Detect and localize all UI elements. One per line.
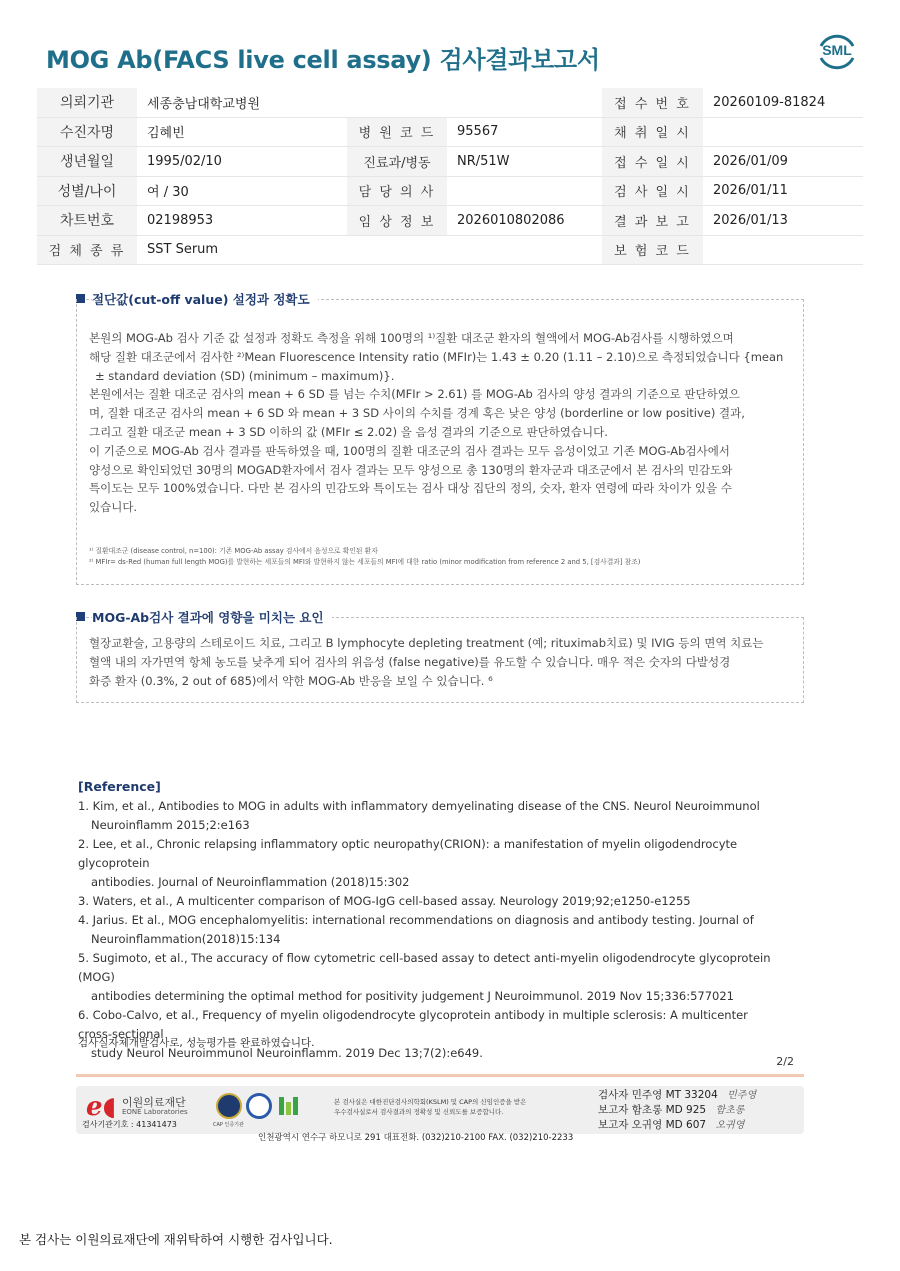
test-date-label: 검 사 일 시 [602,176,703,206]
footer-divider [76,1074,804,1077]
staff-signature: 함초롱 [715,1105,745,1116]
hospital-code-value: 95567 [447,117,602,147]
reference-item: 1. Kim, et al., Antibodies to MOG in adults with inflammatory demyelinating disease of the CNS. Neurol Neuroimmunol [78,799,760,813]
org-name: 이원의료재단 [122,1096,186,1109]
report-title: MOG Ab(FACS live cell assay) 검사결과보고서 [46,46,600,74]
section-cutoff-heading: 절단값(cut-off value) 설정과 정확도 [92,290,318,308]
page-number: 2/2 [776,1055,794,1068]
hospital-label: 의뢰기관 [37,88,137,117]
reference-item: 3. Waters, et al., A multicenter comparison of MOG-IgG cell-based assay. Neurology 2019;92;e1250-e1255 [78,894,691,908]
hospital-value: 세종충남대학교병원 [137,88,347,117]
section-factors-heading: MOG-Ab검사 결과에 영향을 미치는 요인 [92,608,332,626]
clinical-value: 2026010802086 [447,206,602,236]
text-line: 화증 환자 (0.3%, 2 out of 685)에서 약한 MOG-Ab 반응을 보일 수 있습니다. ⁶ [89,673,493,688]
sml-logo [815,30,859,74]
reference-title: [Reference] [78,779,161,794]
specimen-label: 검 체 종 류 [37,235,137,265]
report-date-value: 2026/01/13 [703,206,863,236]
reference-item: 4. Jarius. Et al., MOG encephalomyelitis: international recommendations on diagnosis and antibody testing. Journal of [78,913,754,927]
chart-value: 02198953 [137,206,347,236]
receipt-date-value: 2026/01/09 [703,147,863,177]
footnotes [89,546,792,568]
iso-seal-icon [246,1093,272,1119]
dept-value: NR/51W [447,147,602,177]
clinical-label: 임 상 정 보 [347,206,447,236]
text-line: 혈장교환술, 고용량의 스테로이드 치료, 그리고 B lymphocyte depleting treatment (예; rituximab치료) 및 IVIG 등의 면역 치료는 [89,636,764,650]
insurance-label: 보 험 코 드 [602,235,703,265]
receipt-no-value: 20260109-81824 [703,88,863,117]
reference-item: Neuroinflammation(2018)15:134 [91,932,281,946]
cap-seal-icon [216,1093,242,1119]
collect-date-value [703,117,863,147]
collect-date-label: 채 취 일 시 [602,117,703,147]
lab-description [334,1097,526,1117]
footnote: ²⁾ MFIr= ds-Red (human full length MOG)를 발현하는 세포들의 MFI와 발현하지 않는 세포들의 MFI에 대한 ratio (minor modification from reference 2 and 5, [검사결과] 참조) [89,558,641,566]
sex-age-label: 성별/나이 [37,176,137,206]
staff-license: MD 925 [665,1104,707,1116]
birth-label: 생년월일 [37,147,137,177]
text-line: 혈액 내의 자가면역 항체 농도를 낮추게 되어 검사의 위음성 (false negative)를 유도할 수 있습니다. 매우 적은 숫자의 다발성경 [89,654,731,669]
reference-item: antibodies determining the optimal method for positivity judgement J Neuroimmunol. 2019 Nov 15;336:577021 [91,989,734,1003]
test-date-value: 2026/01/11 [703,176,863,206]
outsourcing-note: 본 검사는 이원의료재단에 재위탁하여 시행한 검사입니다. [19,1232,333,1247]
chart-label: 차트번호 [37,206,137,236]
license-number: 검사기관기호 : 41341473 [82,1120,177,1129]
section-cutoff-text [89,329,792,517]
text-line: 양성으로 확인되었던 30명의 MOGAD환자에서 검사 결과는 모두 양성으로 총 130명의 환자군과 대조군에서 본 검사의 민감도와 [89,462,733,477]
staff-license: MT 33204 [665,1089,718,1101]
text-line: ± standard deviation (SD) (minimum – maximum)}. [95,368,395,383]
reference-item: 5. Sugimoto, et al., The accuracy of flow cytometric cell-based assay to detect anti-myelin oligodendrocyte glycoprotein (MOG) [78,951,771,984]
section-factors-text [89,634,792,690]
staff-name: 함초롱 [631,1104,663,1116]
text-line: 이 기준으로 MOG-Ab 검사 결과를 판독하였을 때, 100명의 질환 대조군의 검사 결과는 모두 음성이었고 기존 MOG-Ab검사에서 [89,443,730,458]
staff-signature: 민주영 [727,1090,757,1101]
specimen-value: SST Serum [137,235,347,265]
staff-name: 오귀영 [631,1119,663,1131]
org-name-en: EONE Laboratories [122,1108,188,1116]
staff-name: 민주영 [631,1089,663,1101]
doctor-label: 담 당 의 사 [347,176,447,206]
text-line: 있습니다. [89,500,138,515]
staff-role: 검사자 [598,1089,629,1101]
eone-logo-icon: e◖ [86,1092,117,1122]
sex-age-value: 여 / 30 [137,176,347,206]
patient-label: 수진자명 [37,117,137,147]
staff-signature: 오귀영 [715,1120,745,1131]
desc-line: 우수검사실로서 검사결과의 정확성 및 신뢰도를 보증합니다. [334,1108,504,1116]
reference-item: cross-sectional [78,1027,164,1041]
staff-row [598,1088,769,1103]
reference-item: 6. Cobo-Calvo, et al., Frequency of myelin oligodendrocyte glycoprotein antibody in multiple sclerosis: A multicenter [78,1008,748,1022]
reference-list [78,797,808,1063]
staff-license: MD 607 [665,1119,707,1131]
report-date-label: 결 과 보 고 [602,206,703,236]
dept-label: 진료과/병동 [347,147,447,177]
patient-value: 김혜빈 [137,117,347,147]
footnote: ¹⁾ 질환대조군 (disease control, n=100): 기존 MOG-Ab assay 검사에서 음성으로 확인된 환자 [89,547,378,555]
text-line: 특이도는 모두 100%였습니다. 다만 본 검사의 민감도와 특이도는 검사 대상 집단의 정의, 숫자, 환자 연령에 따라 차이가 있을 수 [89,481,732,496]
text-line: 며, 질환 대조군 검사의 mean + 6 SD 와 mean + 3 SD 사이의 수치를 경계 혹은 낮은 양성 (borderline or low positive) 결과, [89,406,745,421]
staff-role: 보고자 [598,1104,629,1116]
reference-item: antibodies. Journal of Neuroinflammation (2018)15:302 [91,875,410,889]
lab-footer [76,1086,804,1134]
text-line: 본원의 MOG-Ab 검사 기준 값 설정과 정확도 측정을 위해 100명의 ¹⁾질환 대조군 환자의 혈액에서 MOG-Ab검사를 시행하였으며 [89,331,734,345]
staff-list [598,1088,769,1133]
receipt-no-label: 접 수 번 호 [602,88,703,117]
insurance-value [703,235,863,265]
staff-row [598,1118,769,1133]
patient-info-table [37,88,863,265]
doctor-value [447,176,602,206]
birth-value: 1995/02/10 [137,147,347,177]
validation-note: 검사실자체개발검사로, 성능평가를 완료하였습니다. [78,1037,315,1049]
reference-item: study Neurol Neuroimmunol Neuroinflamm. 2019 Dec 13;7(2):e649. [91,1046,483,1060]
text-line: 해당 질환 대조군에서 검사한 ²⁾Mean Fluorescence Intensity ratio (MFIr)는 1.43 ± 0.20 (1.11 – 2.10)으로 측정되었습니다 {mean [89,349,784,364]
staff-row [598,1103,769,1118]
cert-label: CAP 인증기관 [213,1122,244,1128]
desc-line: 본 검사실은 대한진단검사의학회(KSLM) 및 CAP의 신임인증을 받은 [334,1098,527,1106]
receipt-date-label: 접 수 일 시 [602,147,703,177]
hospital-code-label: 병 원 코 드 [347,117,447,147]
staff-role: 보고자 [598,1119,629,1131]
logo-text: SML [822,42,852,58]
lab-address: 인천광역시 연수구 하모니로 291 대표전화. (032)210-2100 FAX. (032)210-2233 [258,1133,574,1143]
reference-item: Neuroinflamm 2015;2:e163 [91,818,250,832]
text-line: 그리고 질환 대조군 mean + 3 SD 이하의 값 (MFIr ≤ 2.02) 을 음성 결과의 기준으로 판단하였습니다. [89,424,608,439]
kslm-seal-icon [276,1093,302,1119]
reference-item: 2. Lee, et al., Chronic relapsing inflammatory optic neuropathy(CRION): a manifestation of myelin oligodendrocyte glycoprotein [78,837,738,870]
text-line: 본원에서는 질환 대조군 검사의 mean + 6 SD 를 넘는 수치(MFIr > 2.61) 를 MOG-Ab 검사의 양성 결과의 기준으로 판단하였으 [89,387,740,402]
